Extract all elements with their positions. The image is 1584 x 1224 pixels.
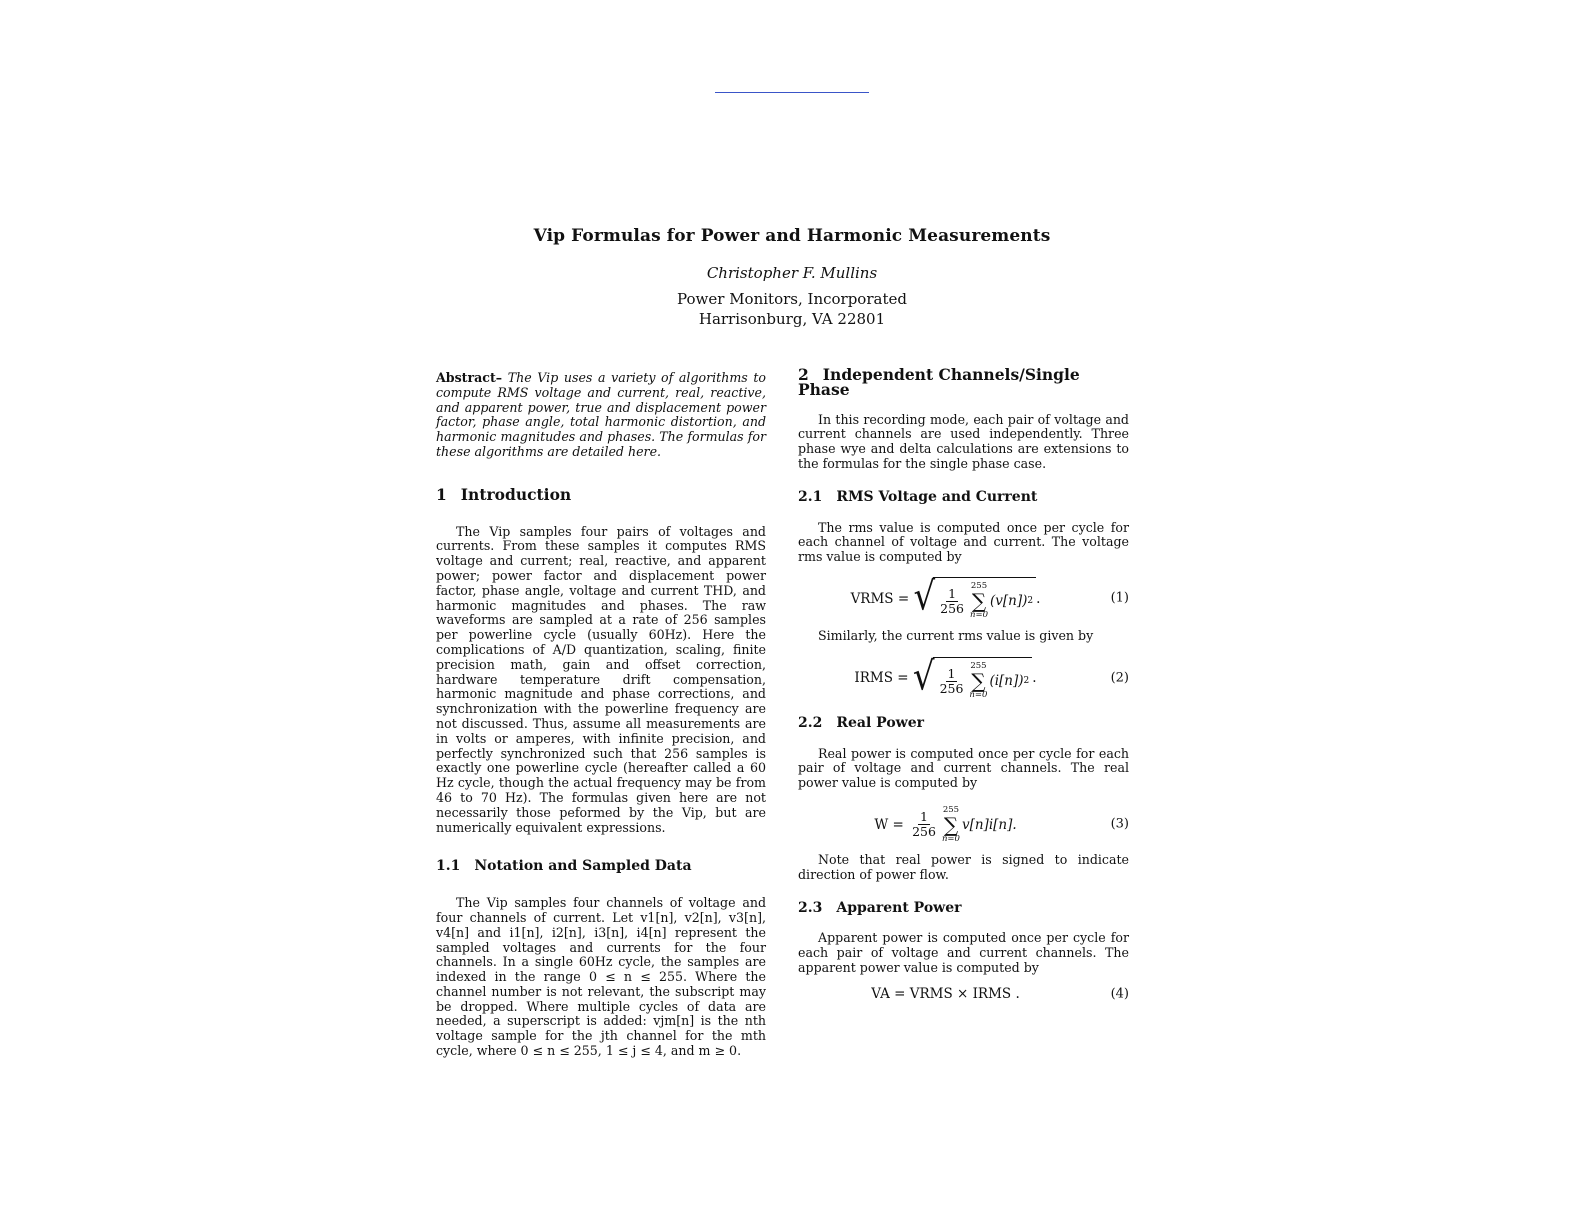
right-column bbox=[798, 365, 1129, 1010]
equation-3 bbox=[798, 799, 1129, 851]
notation-paragraph: The Vip samples four channels of voltage and four channels of current. Let v1[n], v2[n], v3[n], v4[n] and i1[n], i2[n], i3[n], i4[n] represent the sampled voltages and currents for the four channels. In a single 60Hz cycle, the samples are indexed in the range 0 ≤ n ≤ 255. Where the channel number is not relevant, the subscript may be dropped. Where multiple cycles of data are needed, a superscript is added: vjm[n] is the nth voltage sample for the jth channel for the mth cycle, where 0 ≤ n ≤ 255, 1 ≤ j ≤ 4, and m ≥ 0. bbox=[436, 895, 766, 1059]
abstract bbox=[436, 371, 766, 460]
paper-title: Vip Formulas for Power and Harmonic Measurements bbox=[533, 226, 1051, 246]
equation-lhs: IRMS = bbox=[854, 670, 909, 687]
section-title: Apparent Power bbox=[836, 899, 962, 916]
equation-period: . bbox=[1036, 590, 1041, 607]
section-number: 2.2 bbox=[798, 714, 823, 731]
equation-number: (3) bbox=[1110, 816, 1129, 832]
independent-channels-paragraph: In this recording mode, each pair of voltage and current channels are used independently. Three phase wye and delta calculations are extensions to the formulas for the single phase case. bbox=[798, 411, 1129, 471]
section-heading-rms bbox=[798, 490, 1129, 505]
section-title: Introduction bbox=[460, 484, 572, 504]
section-number: 1 bbox=[436, 484, 447, 504]
fraction-numerator: 1 bbox=[920, 809, 928, 825]
sum-lower-limit: n=0 bbox=[969, 690, 988, 701]
section-title: Notation and Sampled Data bbox=[474, 858, 692, 875]
section-title: Independent Channels/Single Phase bbox=[798, 365, 1080, 399]
section-number: 2.1 bbox=[798, 488, 823, 505]
equation-lhs: W = bbox=[874, 816, 904, 833]
summand: v[n]i[n]. bbox=[961, 816, 1017, 833]
sum-lower-limit: n=0 bbox=[969, 610, 988, 621]
section-number: 2 bbox=[798, 365, 809, 384]
fraction-numerator: 1 bbox=[947, 665, 956, 681]
affiliation bbox=[0, 289, 1584, 329]
equation-period: . bbox=[1032, 670, 1037, 687]
section-number: 2.3 bbox=[798, 899, 823, 916]
affiliation-line-1: Power Monitors, Incorporated bbox=[677, 290, 907, 308]
sum-upper-limit: 255 bbox=[970, 661, 987, 672]
section-number: 1.1 bbox=[436, 858, 461, 875]
fraction-denominator: 256 bbox=[939, 680, 964, 696]
sqrt-symbol: √ $\frac{1}{256}$ 255 ∑ n=0 (v[n]) 2 bbox=[913, 577, 1036, 620]
section-heading-real-power bbox=[798, 716, 1129, 731]
abstract-label: Abstract– bbox=[436, 370, 503, 385]
equation-expression: VA = VRMS × IRMS . bbox=[871, 986, 1020, 1003]
exponent: 2 bbox=[1027, 596, 1034, 607]
summand: (v[n]) bbox=[990, 593, 1028, 610]
section-heading-independent-channels bbox=[798, 365, 1129, 399]
summation: 255 ∑ n=0 bbox=[941, 804, 960, 844]
sum-upper-limit: 255 bbox=[970, 581, 988, 592]
author: Christopher F. Mullins bbox=[706, 264, 878, 282]
header-rule bbox=[715, 92, 869, 93]
section-title: RMS Voltage and Current bbox=[836, 488, 1038, 505]
equation-1 bbox=[798, 571, 1129, 627]
equation-number: (4) bbox=[1110, 986, 1129, 1002]
fraction-denominator: 256 bbox=[940, 600, 964, 616]
fraction-denominator: 256 bbox=[912, 824, 936, 840]
section-heading-notation bbox=[436, 859, 766, 874]
section-title: Real Power bbox=[836, 714, 924, 731]
section-heading-apparent-power bbox=[798, 901, 1129, 916]
summation: 255 ∑ n=0 bbox=[969, 581, 988, 621]
real-power-note: Note that real power is signed to indicate direction of power flow. bbox=[798, 851, 1129, 882]
real-power-paragraph: Real power is computed once per cycle for each pair of voltage and current channels. The real power value is computed by bbox=[798, 745, 1129, 791]
sum-lower-limit: n=0 bbox=[941, 833, 960, 844]
fraction-numerator: 1 bbox=[948, 585, 957, 601]
affiliation-line-2: Harrisonburg, VA 22801 bbox=[698, 310, 886, 328]
sqrt-symbol: √ $\frac{1}{256}$ 255 ∑ n=0 (i[n]) 2 bbox=[913, 657, 1032, 700]
summand: (i[n]) bbox=[989, 672, 1024, 689]
current-rms-intro: Similarly, the current rms value is given by bbox=[818, 627, 1094, 643]
introduction-paragraph: The Vip samples four pairs of voltages and currents. From these samples it computes RMS voltage and current; real, reactive, and apparent power; power factor and displacement power factor, phase angle, voltage and current THD, and harmonic magnitudes and phases. The raw waveforms are sampled at a rate of 256 samples per powerline cycle (usually 60Hz). Here the complications of A/D quantization, scaling, finite precision math, gain and offset correction, hardware temperature drift compensation, harmonic magnitude and phase corrections, and synchronization with the powerline frequency are not discussed. Thus, assume all measurements are in volts or amperes, with infinite precision, and perfectly synchronized such that 256 samples is exactly one powerline cycle (hereafter called a 60 Hz cycle, though the actual frequency may be from 46 to 70 Hz). The formulas given here are not necessarily those peformed by the Vip, but are numerically equivalent expressions. bbox=[436, 523, 766, 835]
equation-number: (1) bbox=[1110, 590, 1129, 606]
equation-4 bbox=[798, 980, 1129, 1010]
sum-upper-limit: 255 bbox=[942, 804, 960, 815]
left-column bbox=[436, 371, 766, 1059]
abstract-text: The Vip uses a variety of algorithms to compute RMS voltage and current, real, reactive, and apparent power, true and displacement power factor, phase angle, total harmonic distortion, and harmonic magnitudes and phases. The formulas for these algorithms are detailed here. bbox=[436, 370, 767, 459]
equation-2 bbox=[798, 650, 1129, 708]
apparent-power-paragraph: Apparent power is computed once per cycle for each pair of voltage and current channels. The apparent power value is computed by bbox=[798, 930, 1129, 975]
section-heading-introduction bbox=[436, 484, 766, 504]
equation-lhs: VRMS = bbox=[850, 590, 910, 607]
exponent: 2 bbox=[1023, 675, 1030, 686]
rms-paragraph: The rms value is computed once per cycle for each channel of voltage and current. The voltage rms value is computed by bbox=[798, 519, 1129, 565]
summation: 255 ∑ n=0 bbox=[969, 661, 988, 701]
equation-number: (2) bbox=[1110, 670, 1129, 686]
